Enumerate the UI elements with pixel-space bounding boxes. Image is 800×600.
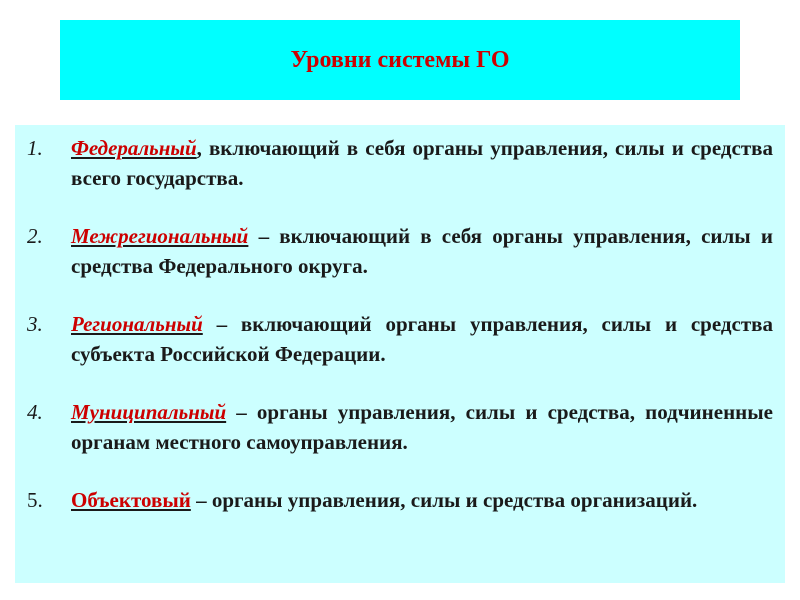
item-text: – органы управления, силы и средства организаций. [190,488,698,512]
item-term: Объектовый [71,488,191,512]
item-term: Региональный [71,312,203,336]
list-item-interregional [27,221,773,281]
slide-title: Уровни системы ГО [290,46,510,73]
list-item-municipal [27,397,773,457]
item-number: 2. [27,224,43,248]
item-number: 3. [27,312,43,336]
item-text: , включающий в себя органы управления, силы и средства всего государства. [71,136,773,190]
title-banner [60,20,740,100]
item-text: – включающий в себя органы управления, силы и средства Федерального округа. [71,224,773,278]
list-item-object [27,485,773,515]
list-item-federal [27,133,773,193]
item-term: Муниципальный [71,400,227,424]
levels-list [27,133,773,515]
item-number: 4. [27,400,43,424]
item-term: Межрегиональный [71,224,249,248]
content-panel [15,125,785,583]
list-item-regional [27,309,773,369]
item-term: Федеральный [71,136,197,160]
item-text: – включающий органы управления, силы и средства субъекта Российской Федерации. [71,312,773,366]
item-number: 1. [27,136,43,160]
item-text: – органы управления, силы и средства, подчиненные органам местного самоуправления. [71,400,773,454]
item-number: 5. [27,488,43,512]
